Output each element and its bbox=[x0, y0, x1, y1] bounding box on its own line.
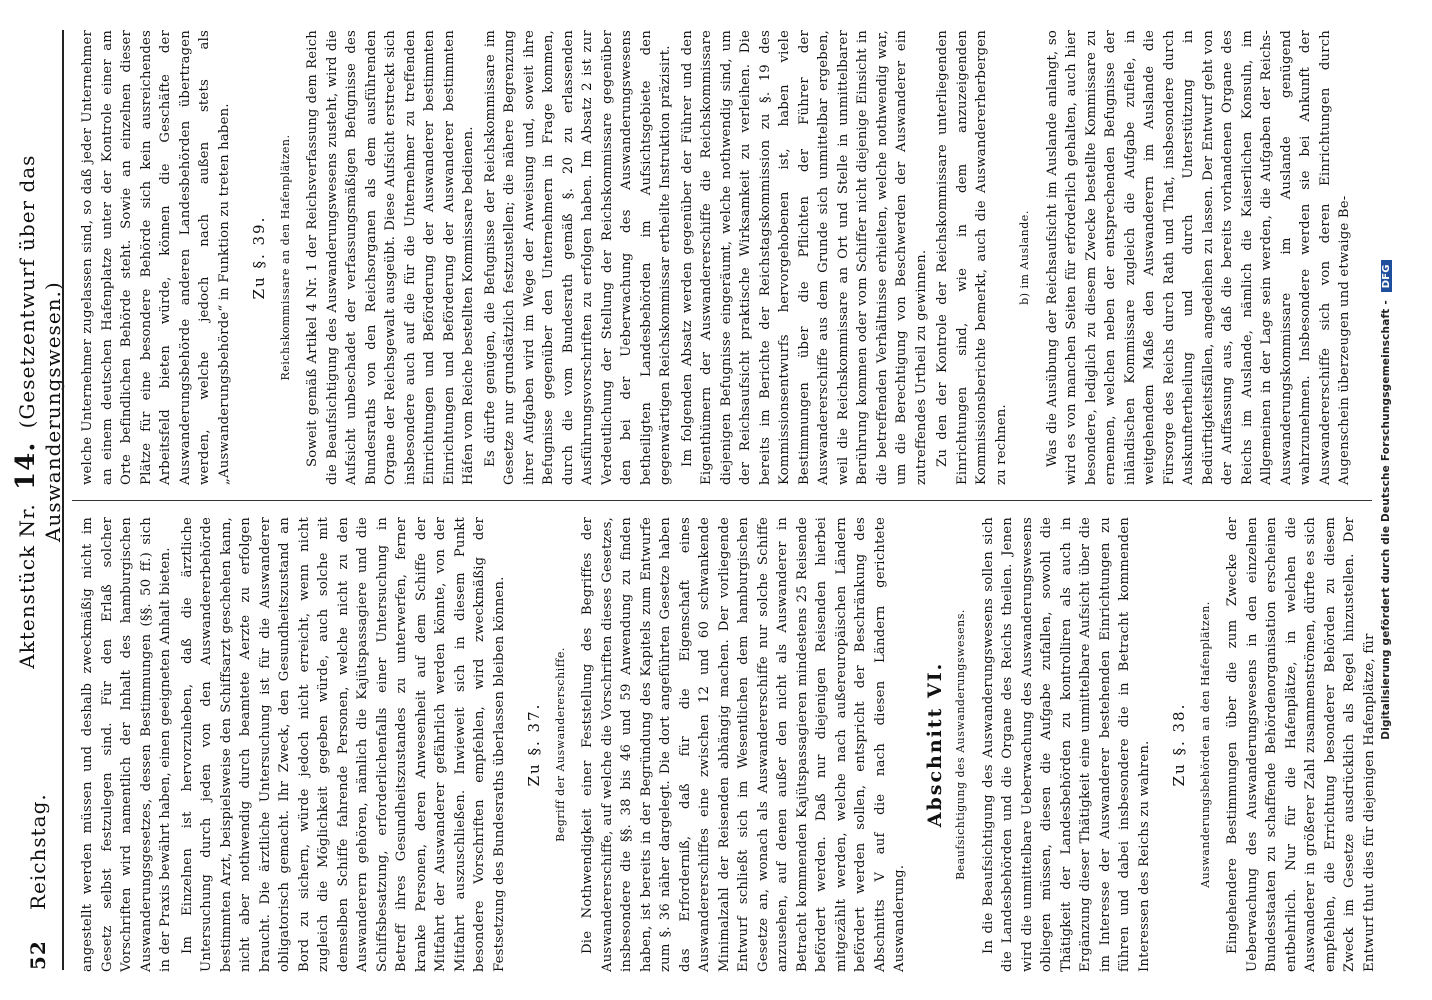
chapter-subheading: Beaufsichtigung des Auswanderungswesens. bbox=[954, 609, 967, 880]
paragraph: Soweit gemäß Artikel 4 Nr. 1 der Reichsverfassung dem Reich die Beaufsichtigung des Auswanderungswesens zusteht, wird die Aufsicht unbeschadet der verfassungsmäßigen Befugnisse des Bundesraths von den Reichsorganen als dem ausführenden Organe der Reichsgewalt ausgeübt. Diese Aufsicht erstreckt sich insbesondere auch auf die für die Unternehmer zu treffenden Einrichtungen und Beförderung der Auswanderer bestimmten Einrichtungen und Beförderung der Auswanderer bestimmten Häfen vom Reiche bestellten Kommissare bedienen. bbox=[305, 30, 476, 485]
paragraph: Zu den der Kontrole der Reichskommissare unterliegenden Einrichtungen sind, wie in dem anzuzeigenden Kommissionsberichte bemerkt, auch die Auswandererherbergen zu rechnen. bbox=[935, 30, 1009, 485]
header-center-number: 14. bbox=[11, 441, 41, 490]
running-header bbox=[11, 30, 65, 970]
header-right: (Gesetzentwurf über das Auswanderungswesen.) bbox=[15, 154, 65, 542]
chapter-heading: Abschnitt VI. bbox=[923, 661, 946, 828]
digitization-credit bbox=[1380, 60, 1392, 940]
column-divider bbox=[72, 500, 1372, 501]
page-number: 52 bbox=[26, 940, 50, 970]
paragraph: Im Einzelnen ist hervorzuheben, daß die ärztliche Untersuchung durch jeden von den Auswandererbehörde bestimmten Arzt, beispielsweise den Schiffsarzt geschehen kann, nicht aber nothwendig durch beamtete Aerzte zu erfolgen braucht. Die ärztliche Untersuchung ist für die Auswanderer obligatorisch gemacht. Ihr Zweck, den Gesundheitszustand an Bord zu sichern, würde jedoch nicht erreicht, wenn nicht zugleich die Möglichkeit gegeben würde, auch solche mit demselben Schiffe fahrende Personen, welche nicht zu den Auswanderern gehören, nämlich die Kajütspassagiere und die Schiffsbesatzung, erforderlichenfalls einer Untersuchung in Betreff ihres Gesundheitszustandes zu unterwerfen, ferner kranke Personen, deren Anwesenheit auf dem Schiffe der Mitfahrt der Auswanderer gefährlich werden könnte, von der Mitfahrt auszuschließen. Inwieweit sich in diesem Punkt besondere Vorschriften empfehlen, wird zweckmäßig der Festsetzung des Bundesraths überlassen bleiben können. bbox=[179, 517, 507, 972]
section-heading: Zu §. 37. bbox=[525, 702, 543, 787]
section-subheading: Reichskommissare an den Hafenplätzen. bbox=[278, 134, 292, 381]
left-column bbox=[78, 517, 1381, 972]
paragraph: Was die Ausübung der Reichsaufsicht im Auslande anlangt, so wird es von manchen Seiten für erforderlich gehalten, auch hier besondere, lediglich zu diesem Zwecke bestellte Kommissare zu ernennen, welchen neben der entsprechenden Befugnisse der inländischen Kommissare zugleich die Aufgabe zufiele, in weitgehendem Maße den Auswanderern im Auslande die Fürsorge des Reichs durch Rath und That, insbesondere durch Auskunftertheilung und durch Unterstützung in Bedürftigkeitsfällen, angedeihen zu lassen. Der Entwurf geht von der Auffassung aus, daß die bereits vorhandenen Organe des Reichs im Auslande, nämlich die Kaiserlichen Konsuln, im Allgemeinen in der Lage sein werden, die Aufgaben der Reichs-Auswanderungskommissare im Auslande genügend wahrzunehmen. Insbesondere werden sie bei Ankunft der Auswandererschiffe sich von deren Einrichtungen durch Augenschein überzeugen und etwaige Be- bbox=[1044, 30, 1352, 485]
header-left: Reichstag. bbox=[26, 793, 50, 910]
right-column bbox=[78, 30, 1357, 485]
section-subheading: Auswanderungsbehörden an den Hafenplätzen. bbox=[1198, 601, 1212, 888]
section-heading: Zu §. 39. bbox=[250, 215, 268, 300]
paragraph: Es dürfte genügen, die Befugnisse der Reichskommissare im Gesetze nur grundsätzlich festzustellen; die nähere Begrenzung ihrer Aufgaben wird im Wege der Anweisung und, soweit ihre Befugnisse gegenüber den Unternehmern in Frage kommen, durch die vom Bundesrath gemäß §. 20 zu erlassenden Ausführungsvorschriften zu erfolgen haben. Im Absatz 2 ist zur Verdeutlichung der Stellung der Reichskommissare gegenüber den bei der Ueberwachung des Auswanderungswesens betheiligten Landesbehörden im Aufsichtsgebiete den gegenwärtigen Reichskommissar ertheilte Instruktion präzisirt. bbox=[482, 30, 673, 485]
credit-text: Digitalisierung gefördert durch die Deutsche Forschungsgemeinschaft - bbox=[1380, 300, 1392, 740]
paragraph: Eingehendere Bestimmungen über die zum Zwecke der Ueberwachung des Auswanderungswesens in den einzelnen Bundesstaaten zu schaffende Behördenorganisation erscheinen entbehrlich. Nur für die Hafenplätze, in welchen die Auswanderer in größerer Zahl zusammenströmen, dürfte es sich empfehlen, die Errichtung besonderer Behörden zu diesem Zweck im Gesetze ausdrücklich als Regel hinzustellen. Der Entwurf thut dies für diejenigen Hafenplätze, für bbox=[1225, 517, 1377, 972]
paragraph: welche Unternehmer zugelassen sind, so daß jeder Unternehmer an einem deutschen Hafenplatze unter der Kontrole einer am Orte befindlichen Behörde steht. Sowie an einzelnen dieser Plätze für eine besondere Behörde sich kein ausreichendes Arbeitsfeld bieten würde, können die Geschäfte der Auswanderungsbehörde anderen Landesbehörden übertragen werden, welche jedoch nach außen stets als „Auswanderungsbehörde“ in Funktion zu treten haben. bbox=[80, 30, 232, 485]
paragraph: Die Nothwendigkeit einer Feststellung des Begriffes der Auswandererschiffe, auf welche die Vorschriften dieses Gesetzes, insbesondere die §§. 38 bis 46 und 59 Anwendung zu finden haben, ist bereits in der Begründung des Kapitels zum Entwurfe zum §. 36 näher dargelegt. Die dort angeführten Gesetze haben das Erforderniß, daß für die Eigenschaft eines Auswandererschiffes eine zwischen 12 und 60 schwankende Minimalzahl der Reisenden abhängig machen. Der vorliegende Entwurf schließt sich im Wesentlichen dem hamburgischen Gesetze an, wonach als Auswandererschiffe nur solche Schiffe anzusehen, auf denen außer den nicht als Auswanderer in Betracht kommenden Kajütspassagieren mindestens 25 Reisende befördert werden. Daß nur diejenigen Reisenden hierbei mitgezählt werden, welche nach außereuropäischen Ländern befördert werden sollen, entspricht der Beschränkung des Abschnitts V auf die nach diesen Ländern gerichtete Auswanderung. bbox=[580, 517, 907, 972]
header-center-prefix: Aktenstück Nr. bbox=[15, 503, 39, 669]
paragraph: Im folgenden Absatz werden gegenüber der Führer und den Eigenthümern der Auswandererschiffe die Reichskommissare diejenigen Befugnisse eingeräumt, welche nothwendig sind, um der Reichsaufsicht praktische Wirksamkeit zu verleihen. Die bereits im Berichte der Reichstagskommission zu §. 19 des Kommissionsentwurfs hervorgehobenen ist, haben viele Bestimmungen über die Pflichten der Führer der Auswandererschiffe aus dem Grunde sich unmittelbar ergeben, weil die Reichskommissare an Ort und Stelle in unmittelbarer Berührung kommen oder vom Schiffer nicht diejenige Einsicht in die betreffenden Verhältnisse erhielten, welche nothwendig war, um die Berechtigung von Beschwerden der Auswanderer ein zutreffendes Urtheil zu gewinnen. bbox=[679, 30, 929, 485]
header-rule bbox=[62, 30, 64, 970]
paragraph: In die Beaufsichtigung des Auswanderungswesens sollen sich die Landesbehörden und die Organe des Reichs theilen. Jenen wird die unmittelbare Ueberwachung des Auswanderungswesens obliegen müssen, diesen die Aufgabe zufallen, sowohl die Thätigkeit der Landesbehörden zu kontrolliren als auch in Ergänzung dieser Thätigkeit eine unmittelbare Aufsicht über die im Interesse der Auswanderer bestehenden Einrichtungen zu führen und dabei insbesondere die in Betracht kommenden Interessen des Reichs zu wahren. bbox=[980, 517, 1152, 972]
dfg-logo: DFG bbox=[1381, 260, 1392, 292]
header-center bbox=[11, 30, 65, 793]
section-subheading: b) im Auslande. bbox=[1018, 210, 1031, 305]
section-subheading: Begriff der Auswandererschiffe. bbox=[553, 647, 567, 842]
section-heading: Zu §. 38. bbox=[1170, 702, 1188, 787]
paragraph: angestellt werden müssen und deshalb zweckmäßig nicht im Gesetz selbst festzulegen sind. Für den Erlaß solcher Vorschriften wird namentlich der Inhalt des hamburgischen Auswanderungsgesetzes, dessen Bestimmungen (§§. 50 ff.) sich in der Praxis bewährt haben, einen geeigneten Anhalt bieten. bbox=[80, 517, 173, 972]
